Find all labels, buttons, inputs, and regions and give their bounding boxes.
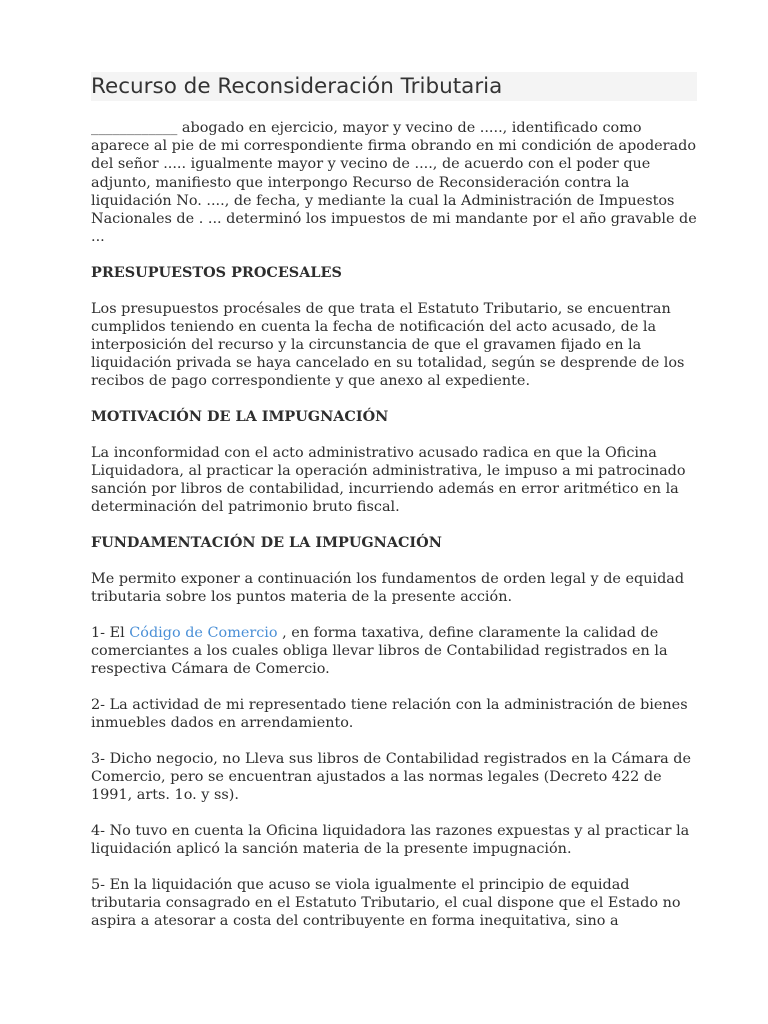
section-text-fundamentacion: Me permito exponer a continuación los fundamentos de orden legal y de equidad tributaria sobre los puntos materia de la presente acción. bbox=[91, 570, 685, 606]
section-text-motivacion: La inconformidad con el acto administrativo acusado radica en que la Oficina Liquidadora, al practicar la operación administrativa, le impuso a mi patrocinado sanción por libros de contabilidad, incurriendo además en error aritmético en la determinación del patrimonio bruto fiscal. bbox=[91, 444, 686, 516]
point-3: 3- Dicho negocio, no Lleva sus libros de Contabilidad registrados en la Cámara de Comercio, pero se encuentran ajustados a las normas legales (Decreto 422 de 1991, arts. 1o. y ss). bbox=[91, 750, 692, 804]
codigo-de-comercio-link[interactable]: Código de Comercio bbox=[129, 624, 278, 641]
point-5: 5- En la liquidación que acuso se viola igualmente el principio de equidad tributaria consagrado en el Estatuto Tributario, el cual dispone que el Estado no aspira a atesorar a costa del contribuyente en forma inequitativa, sino a bbox=[91, 876, 681, 930]
point-1-prefix: 1- El bbox=[91, 624, 130, 641]
document-title: Recurso de Reconsideración Tributaria bbox=[91, 72, 697, 101]
intro-paragraph: ____________ abogado en ejercicio, mayor y vecino de ....., identificado como aparece al pie de mi correspondiente firma obrando en mi condición de apoderado del señor ..... igualmente mayor y vecino de ...., de acuerdo con el poder que adjunto, manifiesto que interpongo Recurso de Reconsideración contra la liquidación No. ...., de fecha, y mediante la cual la Administración de Impuestos Nacionales de . ... determinó los impuestos de mi mandante por el año gravable de ... bbox=[91, 120, 697, 246]
section-heading-presupuestos: PRESUPUESTOS PROCESALES bbox=[91, 263, 342, 281]
document-body bbox=[91, 119, 697, 930]
document-page bbox=[91, 72, 697, 948]
point-1-suffix: , en forma taxativa, define claramente la calidad de comerciantes a los cuales obliga llevar libros de Contabilidad registrados en la respectiva Cámara de Comercio. bbox=[91, 624, 668, 678]
section-text-presupuestos: Los presupuestos procésales de que trata el Estatuto Tributario, se encuentran cumplidos teniendo en cuenta la fecha de notificación del acto acusado, de la interposición del recurso y la circunstancia de que el gravamen fijado en la liquidación privada se haya cancelado en su totalidad, según se desprende de los recibos de pago correspondiente y que anexo al expediente. bbox=[91, 300, 685, 390]
point-4: 4- No tuvo en cuenta la Oficina liquidadora las razones expuestas y al practicar la liquidación aplicó la sanción materia de la presente impugnación. bbox=[91, 822, 690, 858]
point-1 bbox=[91, 624, 697, 679]
section-heading-fundamentacion: FUNDAMENTACIÓN DE LA IMPUGNACIÓN bbox=[91, 534, 442, 552]
point-2: 2- La actividad de mi representado tiene relación con la administración de bienes inmuebles dados en arrendamiento. bbox=[91, 696, 688, 732]
section-heading-motivacion: MOTIVACIÓN DE LA IMPUGNACIÓN bbox=[91, 408, 389, 426]
